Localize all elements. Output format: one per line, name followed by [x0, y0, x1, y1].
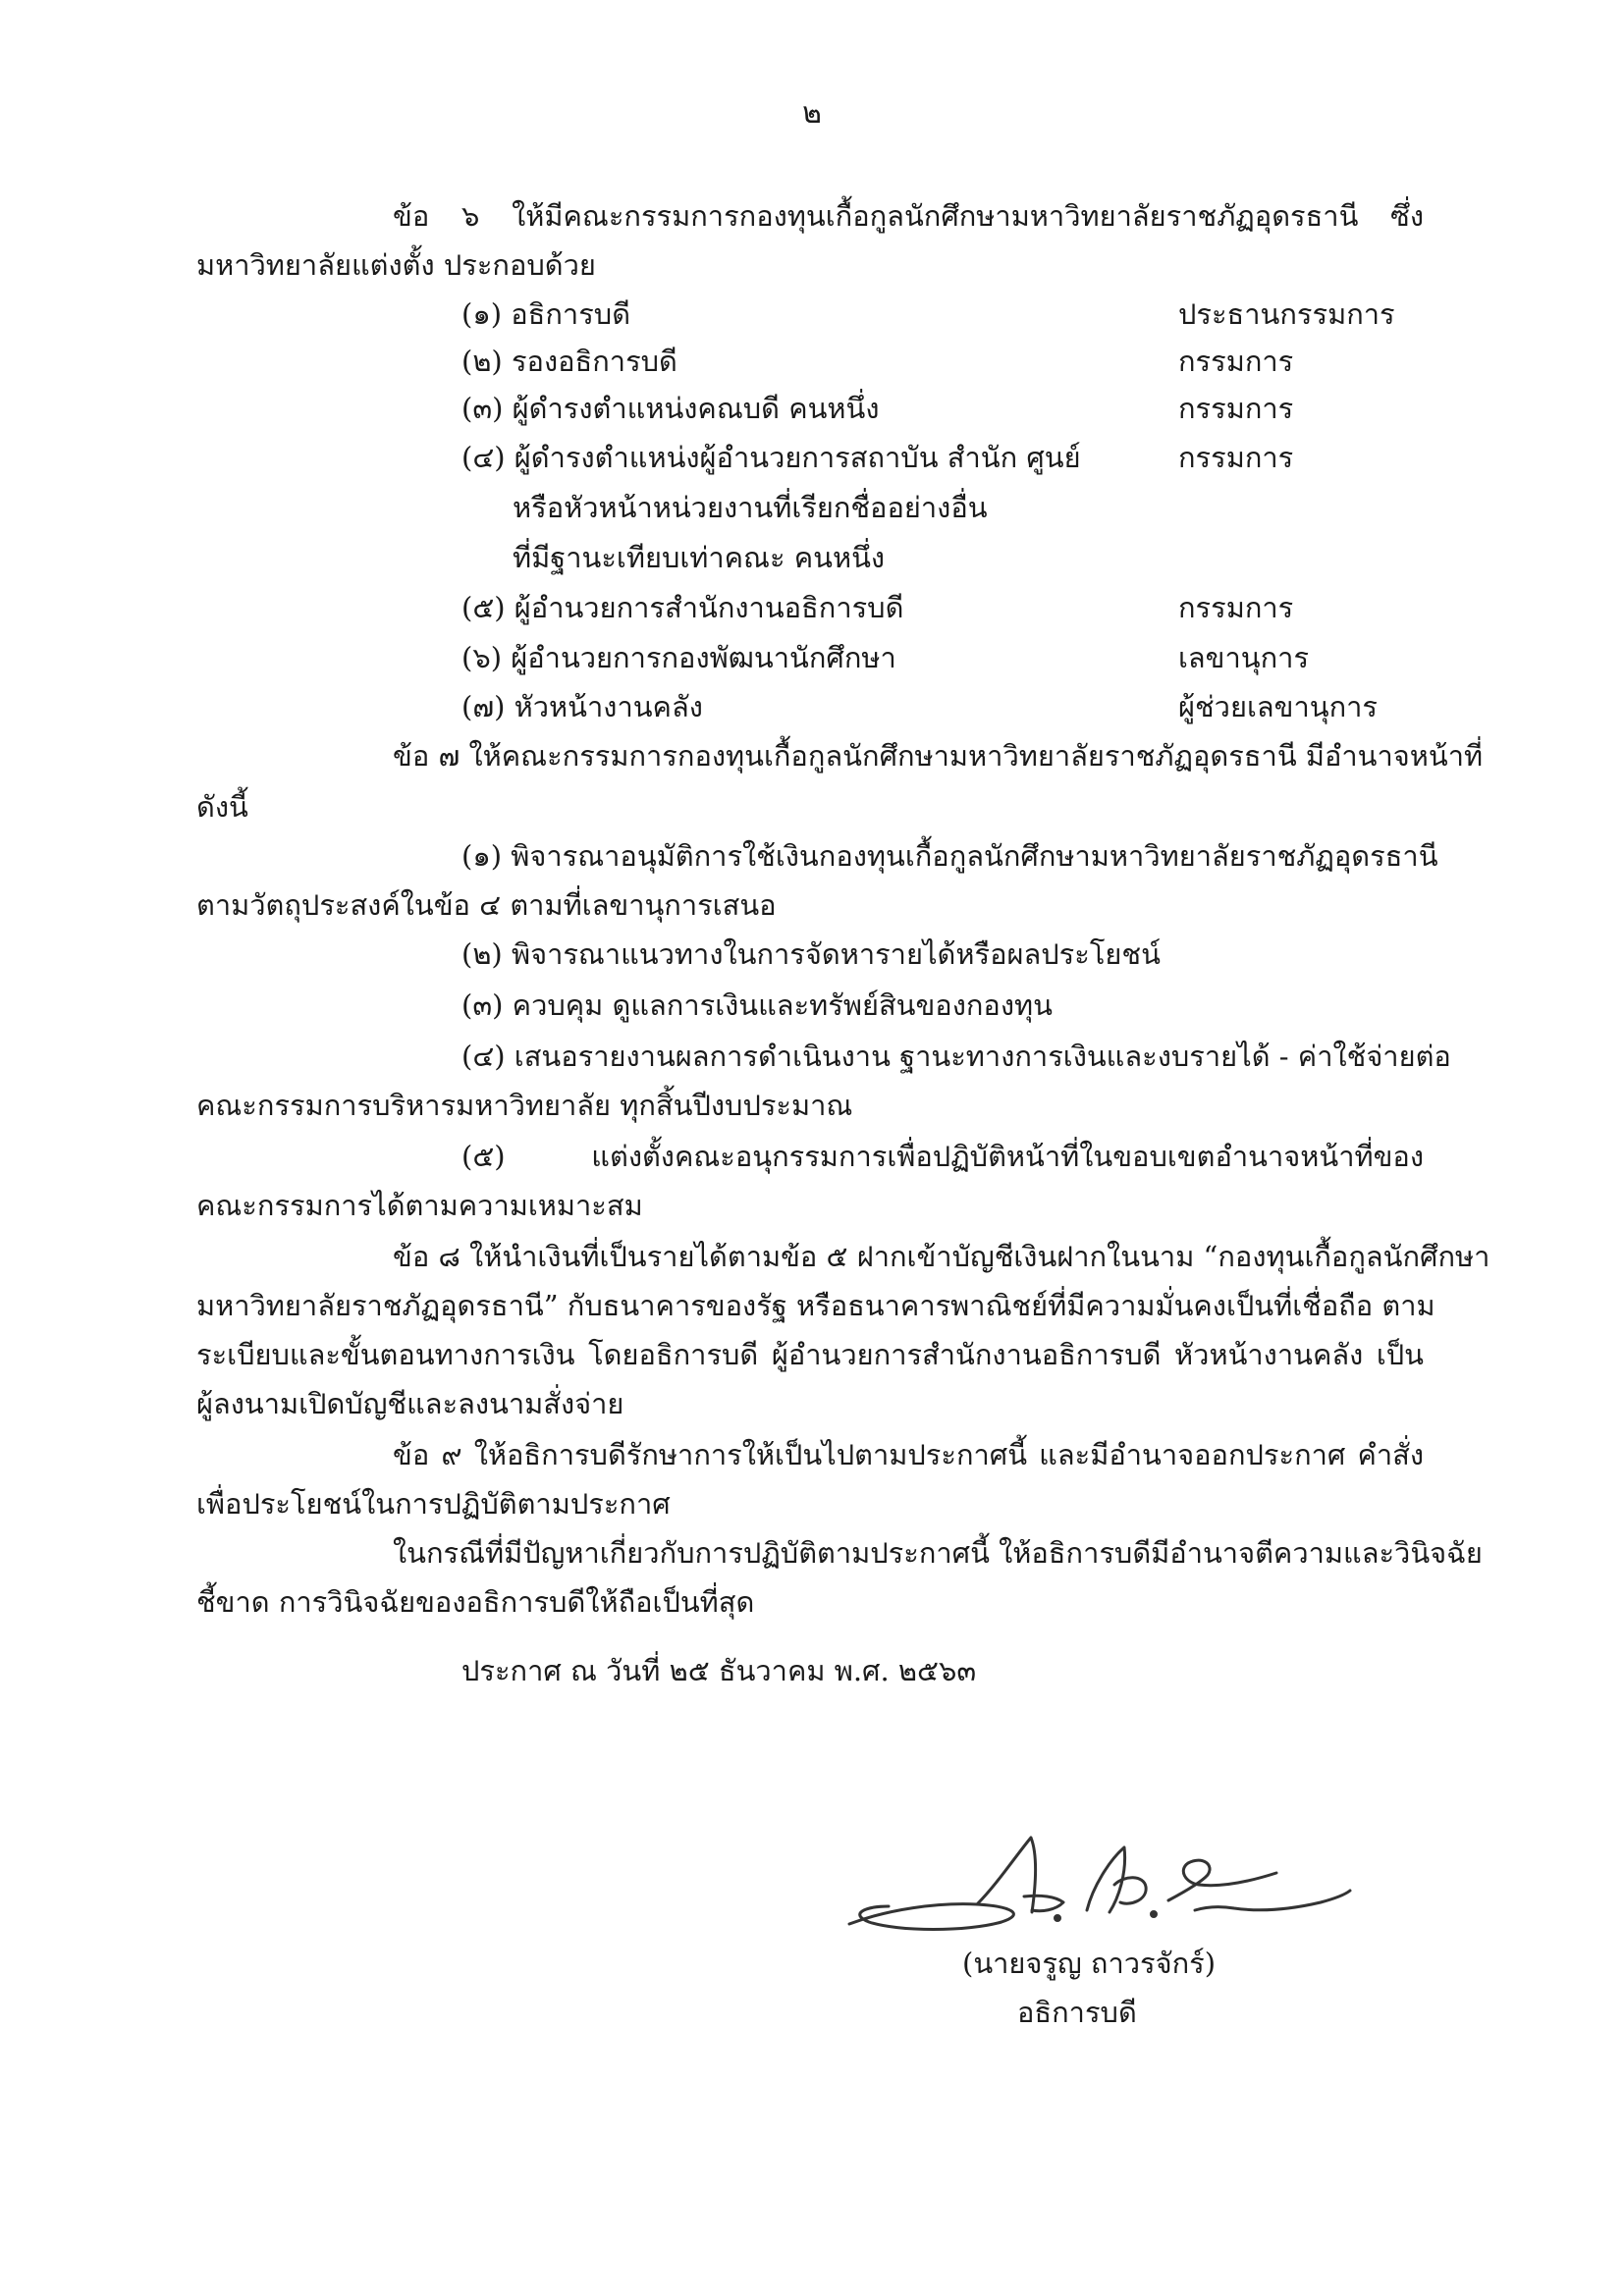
- member-3-role: กรรมการ: [1178, 392, 1294, 425]
- announcement-date: ประกาศ ณ วันที่ ๒๕ ธันวาคม พ.ศ. ๒๕๖๓: [461, 1654, 977, 1687]
- member-2-name: (๒) รองอธิการบดี: [461, 345, 677, 378]
- clause-7-line-2: ดังนี้: [196, 790, 248, 824]
- clause-9-line-1: ข้อ ๙ ให้อธิการบดีรักษาการให้เป็นไปตามประกาศนี้ และมีอำนาจออกประกาศ คำสั่ง: [393, 1438, 1424, 1471]
- dispute-line-2: ชี้ขาด การวินิจฉัยของอธิการบดีให้ถือเป็นที่สุด: [196, 1585, 755, 1619]
- clause-7-item-5b: คณะกรรมการได้ตามความเหมาะสม: [196, 1189, 643, 1222]
- dispute-line-1: ในกรณีที่มีปัญหาเกี่ยวกับการปฏิบัติตามประกาศนี้ ให้อธิการบดีมีอำนาจตีความและวินิจฉัย: [393, 1536, 1483, 1570]
- clause-8-line-3: ระเบียบและขั้นตอนทางการเงิน โดยอธิการบดี ผู้อำนวยการสำนักงานอธิการบดี หัวหน้างานคลัง เป็น: [196, 1338, 1424, 1371]
- clause-7-item-5a: (๕) แต่งตั้งคณะอนุกรรมการเพื่อปฏิบัติหน้าที่ในขอบเขตอำนาจหน้าที่ของ: [461, 1140, 1424, 1173]
- member-3-name: (๓) ผู้ดำรงตำแหน่งคณบดี คนหนึ่ง: [461, 392, 880, 425]
- member-7-role: ผู้ช่วยเลขานุการ: [1178, 690, 1378, 723]
- member-1-role: ประธานกรรมการ: [1178, 297, 1395, 331]
- clause-7-item-4a: (๔) เสนอรายงานผลการดำเนินงาน ฐานะทางการเงินและงบรายได้ - ค่าใช้จ่ายต่อ: [461, 1040, 1451, 1073]
- clause-7-item-3: (๓) ควบคุม ดูแลการเงินและทรัพย์สินของกองทุน: [461, 988, 1053, 1022]
- clause-8-line-4: ผู้ลงนามเปิดบัญชีและลงนามสั่งจ่าย: [196, 1387, 624, 1420]
- clause-7-item-1a: (๑) พิจารณาอนุมัติการใช้เงินกองทุนเกื้อกูลนักศึกษามหาวิทยาลัยราชภัฏอุดรธานี: [461, 839, 1438, 873]
- clause-8-line-2: มหาวิทยาลัยราชภัฏอุดรธานี” กับธนาคารของรัฐ หรือธนาคารพาณิชย์ที่มีความมั่นคงเป็นที่เชื่อถือ ตาม: [196, 1289, 1435, 1322]
- clause-7-item-4b: คณะกรรมการบริหารมหาวิทยาลัย ทุกสิ้นปีงบประมาณ: [196, 1089, 853, 1122]
- member-4-role: กรรมการ: [1178, 441, 1294, 474]
- member-4-cont-1: หรือหัวหน้าหน่วยงานที่เรียกชื่ออย่างอื่น: [513, 491, 988, 524]
- member-7-name: (๗) หัวหน้างานคลัง: [461, 690, 703, 723]
- clause-6-line-2: มหาวิทยาลัยแต่งตั้ง ประกอบด้วย: [196, 248, 596, 282]
- clause-6-line-1: ข้อ ๖ ให้มีคณะกรรมการกองทุนเกื้อกูลนักศึกษามหาวิทยาลัยราชภัฏอุดรธานี ซึ่ง: [393, 199, 1424, 233]
- member-6-name: (๖) ผู้อำนวยการกองพัฒนานักศึกษา: [461, 641, 896, 674]
- clause-7-item-2: (๒) พิจารณาแนวทางในการจัดหารายได้หรือผลประโยชน์: [461, 937, 1161, 971]
- clause-7-item-1b: ตามวัตถุประสงค์ในข้อ ๔ ตามที่เลขานุการเสนอ: [196, 888, 777, 922]
- member-5-name: (๕) ผู้อำนวยการสำนักงานอธิการบดี: [461, 591, 904, 624]
- member-2-role: กรรมการ: [1178, 345, 1294, 378]
- member-1-name: (๑) อธิการบดี: [461, 297, 631, 331]
- signature-image: [830, 1816, 1360, 1963]
- signer-title: อธิการบดี: [1017, 1996, 1137, 2029]
- page-number: ๒: [802, 96, 822, 131]
- clause-7-line-1: ข้อ ๗ ให้คณะกรรมการกองทุนเกื้อกูลนักศึกษามหาวิทยาลัยราชภัฏอุดรธานี มีอำนาจหน้าที่: [393, 739, 1484, 773]
- member-6-role: เลขานุการ: [1178, 641, 1310, 674]
- clause-9-line-2: เพื่อประโยชน์ในการปฏิบัติตามประกาศ: [196, 1487, 671, 1521]
- clause-8-line-1: ข้อ ๘ ให้นำเงินที่เป็นรายได้ตามข้อ ๕ ฝากเข้าบัญชีเงินฝากในนาม “กองทุนเกื้อกูลนักศึกษา: [393, 1240, 1490, 1273]
- member-5-role: กรรมการ: [1178, 591, 1294, 624]
- signer-name: (นายจรูญ ถาวรจักร์): [962, 1947, 1217, 1980]
- member-4-name: (๔) ผู้ดำรงตำแหน่งผู้อำนวยการสถาบัน สำนัก ศูนย์: [461, 441, 1081, 474]
- member-4-cont-2: ที่มีฐานะเทียบเท่าคณะ คนหนึ่ง: [513, 541, 886, 574]
